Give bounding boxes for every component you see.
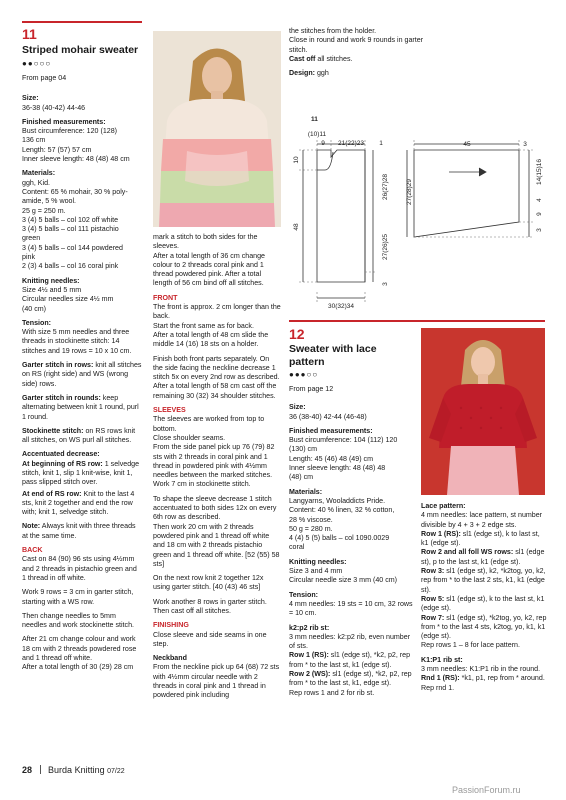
pattern-title-12: Sweater with lace pattern bbox=[289, 343, 377, 368]
dim-mid-c: 3 bbox=[382, 282, 389, 286]
dim-sleeve-right-c: 9 bbox=[536, 212, 543, 216]
materials-text: ggh, Kid. Content: 65 % mohair, 30 % poly- amide, 5 % wool. 25 g = 250 m. 3 (4) 5 balls – col 102 off white 3 (4) 5 balls – col 111 pistachio green 3 (4) 5 balls – col 144 powdered pink 2 (3) 4 balls – col 16 coral pink bbox=[22, 178, 128, 271]
measurements-text-12: Bust circumference: 104 (112) 120 (130) cm Length: 45 (46) 48 (49) cm Inner sleeve length: 48 (48) 48 (48) cm bbox=[289, 436, 398, 482]
dim-left-b: 48 bbox=[293, 223, 300, 231]
note-text: Note: Always knit with three threads at the same time. bbox=[22, 522, 136, 540]
rib-row1: Row 1 (RS): sl1 (edge st), *k2, p2, rep from * to the last st, k1 (edge st). bbox=[289, 651, 411, 669]
footer-separator bbox=[40, 765, 41, 774]
sleeves-para-2: To shape the sleeve decrease 1 stitch accentuated to both sides 12x on every 6th row as described. Then work 20 cm with 2 threads powdered pink and 1 thread off white and 18 cm with 2 threads pistachio green and 1 thread off white. [52 (55) 58 sts] bbox=[153, 494, 280, 568]
measurements-heading: Finished measurements: bbox=[22, 117, 106, 126]
materials-text-12: Langyarns, Wooladdicts Pride. Content: 40 % linen, 32 % cotton, 28 % viscose. 50 g = 280 m. 4 (4) 5 (5) balls – col 1090.0029 coral bbox=[289, 496, 395, 552]
dim-mid-a: 26(27)28 bbox=[382, 173, 389, 201]
front-heading: FRONT bbox=[153, 293, 178, 302]
sleeves-para-4: Work another 8 rows in garter stitch. Then cast off all stitches. bbox=[153, 597, 267, 615]
k1p1-heading: K1:P1 rib st: bbox=[421, 655, 463, 664]
k1p1-text: 3 mm needles: K1:P1 rib in the round. bbox=[421, 665, 541, 674]
col3-text: the stitches from the holder. Close in round and work 9 rounds in garter stitch. Cast off all stitches. bbox=[289, 27, 424, 63]
back-para-4: After 21 cm change colour and work 18 cm with 2 threads powdered rose and 1 thread off white. After a total length of 30 (29) 28 cm bbox=[22, 635, 137, 672]
lace-text: 4 mm needles: lace pattern, st number divisible by 4 + 3 + 2 edge sts. bbox=[421, 511, 543, 529]
tension-heading-12: Tension: bbox=[289, 590, 319, 599]
acc-end-text: At end of RS row: Knit to the last 4 sts, knit 2 together and end the row with; knit 1, selvedge stitch. bbox=[22, 489, 135, 517]
dim-sleeve-right-b: 4 bbox=[536, 198, 543, 202]
dim-top-d: 1 bbox=[379, 140, 383, 147]
photo-illustration-2 bbox=[421, 328, 545, 495]
sleeves-heading: SLEEVES bbox=[153, 406, 186, 415]
tension-text-12: 4 mm needles: 19 sts = 10 cm, 32 rows = 10 cm. bbox=[289, 599, 413, 618]
lace-repeat: Rep rows 1 – 8 for lace pattern. bbox=[421, 641, 520, 650]
dim-side-a: 27(28)29 bbox=[406, 178, 413, 206]
lace-row2: Row 2 and all foll WS rows: sl1 (edge st), p to the last st, k1 (edge st). bbox=[421, 548, 545, 566]
tension-heading: Tension: bbox=[22, 318, 52, 327]
column-11-left bbox=[22, 74, 142, 678]
rnd1-text: Rnd 1 (RS): *k1, p1, rep from * around. bbox=[421, 674, 545, 683]
lace-row5: Row 5: sl1 (edge st), k to the last st, k1 (edge st). bbox=[421, 594, 545, 613]
column-12-left bbox=[289, 385, 415, 698]
needles-heading-12: Knitting needles: bbox=[289, 557, 347, 566]
size-value: 36-38 (40-42) 44-46 bbox=[22, 103, 86, 112]
size-value-12: 36 (38-40) 42-44 (46-48) bbox=[289, 412, 367, 421]
dim-top-a: (10)11 bbox=[307, 131, 327, 138]
measurements-heading-12: Finished measurements: bbox=[289, 426, 373, 435]
dim-mid-b: 27(26)25 bbox=[382, 233, 389, 261]
back-para-3: Then change needles to 5mm needles and work stockinette stitch. bbox=[22, 611, 134, 630]
dim-sleeve-right-a: 14(15)16 bbox=[536, 158, 543, 186]
needles-text-12: Size 3 and 4 mm Circular needle size 3 mm (40 cm) bbox=[289, 567, 398, 585]
model-photo-striped-sweater bbox=[153, 31, 281, 227]
sleeves-para-3: On the next row knit 2 together 12x using garter stitch. [40 (43) 46 sts] bbox=[153, 574, 264, 592]
section-bar-12 bbox=[289, 320, 545, 322]
rib-repeat: Rep rows 1 and 2 for rib st. bbox=[289, 688, 375, 697]
needles-text: Size 4½ and 5 mm Circular needles size 4½ mm (40 cm) bbox=[22, 285, 114, 313]
column-11-middle bbox=[153, 233, 281, 706]
watermark: PassionForum.ru bbox=[452, 785, 521, 795]
schematic-diagram bbox=[289, 112, 551, 312]
lace-row3: Row 3: sl1 (edge st), k2, *k2tog, yo, k2, rep from * to the last 2 sts, k1, k1 (edge st). bbox=[421, 567, 546, 594]
pattern-number-12: 12 bbox=[289, 326, 305, 342]
garter-rows-text: Garter stitch in rows: knit all stitches on RS (right side) and WS (wrong side) rows. bbox=[22, 361, 142, 388]
finishing-text: Close sleeve and side seams in one step. bbox=[153, 630, 267, 648]
accentuated-heading: Accentuated decrease: bbox=[22, 450, 100, 459]
col2-para: mark a stitch to both sides for the sleeves. After a total length of 36 cm change colour to 2 threads coral pink and 1 thread powdered pink. After a total length of 56 cm bind off all stitches. bbox=[153, 233, 265, 288]
model-photo-lace-sweater bbox=[421, 328, 545, 495]
column-12-right bbox=[421, 502, 547, 693]
stockinette-text: Stockinette stitch: on RS rows knit all stitches, on WS purl all stitches. bbox=[22, 426, 136, 445]
photo-illustration bbox=[153, 31, 281, 227]
rnd1-repeat: Rep rnd 1. bbox=[421, 683, 455, 692]
dim-top-c: 21(22)23 bbox=[337, 140, 365, 147]
back-para-2: Work 9 rows = 3 cm in garter stitch, starting with a WS row. bbox=[22, 588, 134, 606]
needles-heading: Knitting needles: bbox=[22, 276, 80, 285]
front-para-2: Finish both front parts separately. On the side facing the neckline decrease 1 stitch 5x on every 2nd row as described. After a total length of 58 cm cast off the remaining 30 (32) 34 shoulder stitches. bbox=[153, 354, 280, 400]
front-para-1: The front is approx. 2 cm longer than the back. Start the front same as for back. After a total length of 48 cm slide the middle 14 (16) 18 sts on a holder. bbox=[153, 303, 281, 349]
pattern-title-11: Striped mohair sweater bbox=[22, 44, 139, 56]
difficulty-rating-12: ●●●○○ bbox=[289, 370, 319, 379]
dim-sleeve-right-d: 3 bbox=[536, 228, 543, 232]
sleeves-para-1: The sleeves are worked from top to bottom. Close shoulder seams. From the side panel pick up 76 (79) 82 sts with 2 threads in coral pink and 1 thread in powdered pink with 4½mm needles between the marked stitches. Work 7 cm in stockinette stitch. bbox=[153, 415, 275, 489]
back-heading: BACK bbox=[22, 546, 43, 555]
lace-heading: Lace pattern: bbox=[421, 502, 466, 510]
neckband-heading: Neckband bbox=[153, 654, 187, 663]
pattern-number-11: 11 bbox=[22, 26, 37, 42]
dim-left-a: 10 bbox=[293, 156, 300, 164]
garter-rounds-text: Garter stitch in rounds: keep alternating between knit 1 round, purl 1 round. bbox=[22, 393, 139, 421]
column-11-right bbox=[289, 27, 429, 83]
size-heading-12: Size: bbox=[289, 403, 306, 412]
dim-sleeve-top: 45 bbox=[463, 141, 471, 148]
acc-begin-text: At beginning of RS row: 1 selvedge stitch, knit 1, slip 1 knit-wise, knit 1, pass slipped stitch over. bbox=[22, 459, 140, 487]
design-credit: Design: ggh bbox=[289, 69, 329, 78]
dim-sleeve-top-r: 3 bbox=[523, 141, 527, 148]
dim-top-b: 9 bbox=[321, 140, 325, 147]
materials-heading: Materials: bbox=[22, 169, 56, 178]
footer bbox=[22, 765, 125, 775]
neckband-text: From the neckline pick up 64 (68) 72 sts with 4½mm circular needle with 2 threads in coral pink and 1 thread in powdered pink including bbox=[153, 663, 280, 700]
lace-row7: Row 7: sl1 (edge st), *k2tog, yo, k2, rep from * to the last 4 sts, k2tog, yo, k1, k1 (edge st). bbox=[421, 613, 547, 641]
dim-bottom: 30(32)34 bbox=[327, 303, 355, 310]
measurements-text: Bust circumference: 120 (128) 136 cm Length: 57 (57) 57 cm Inner sleeve length: 48 (48) 48 cm bbox=[22, 127, 130, 164]
materials-heading-12: Materials: bbox=[289, 487, 323, 496]
finishing-heading: FINISHING bbox=[153, 621, 189, 630]
size-heading: Size: bbox=[22, 94, 39, 103]
magazine-name: Burda Knitting bbox=[48, 765, 105, 775]
rib-text: 3 mm needles: k2:p2 rib, even number of sts. bbox=[289, 632, 411, 651]
tension-text: With size 5 mm needles and three threads in stockinette stitch: 14 stitches and 19 rows = 10 x 10 cm. bbox=[22, 328, 132, 355]
page-number: 28 bbox=[22, 765, 33, 775]
rib-heading: k2:p2 rib st: bbox=[289, 623, 330, 632]
section-bar-11 bbox=[22, 21, 142, 23]
back-para-1: Cast on 84 (90) 96 sts using 4½mm and 2 threads in pistachio green and 1 thread in off white. bbox=[22, 555, 137, 582]
sleeve-outline bbox=[414, 150, 519, 237]
lace-row1: Row 1 (RS): sl1 (edge st), k to last st, k1 (edge st). bbox=[421, 529, 540, 548]
rib-row2: Row 2 (WS): sl1 (edge st), *k2, p2, rep from * to the last st, k1, edge st). bbox=[289, 670, 412, 688]
from-page: From page 04 bbox=[22, 74, 67, 82]
issue-number: 07/22 bbox=[107, 768, 125, 775]
difficulty-rating-11: ●●○○○ bbox=[22, 59, 52, 68]
from-page-12: From page 12 bbox=[289, 385, 334, 393]
diagram-label: 11 bbox=[311, 116, 318, 123]
